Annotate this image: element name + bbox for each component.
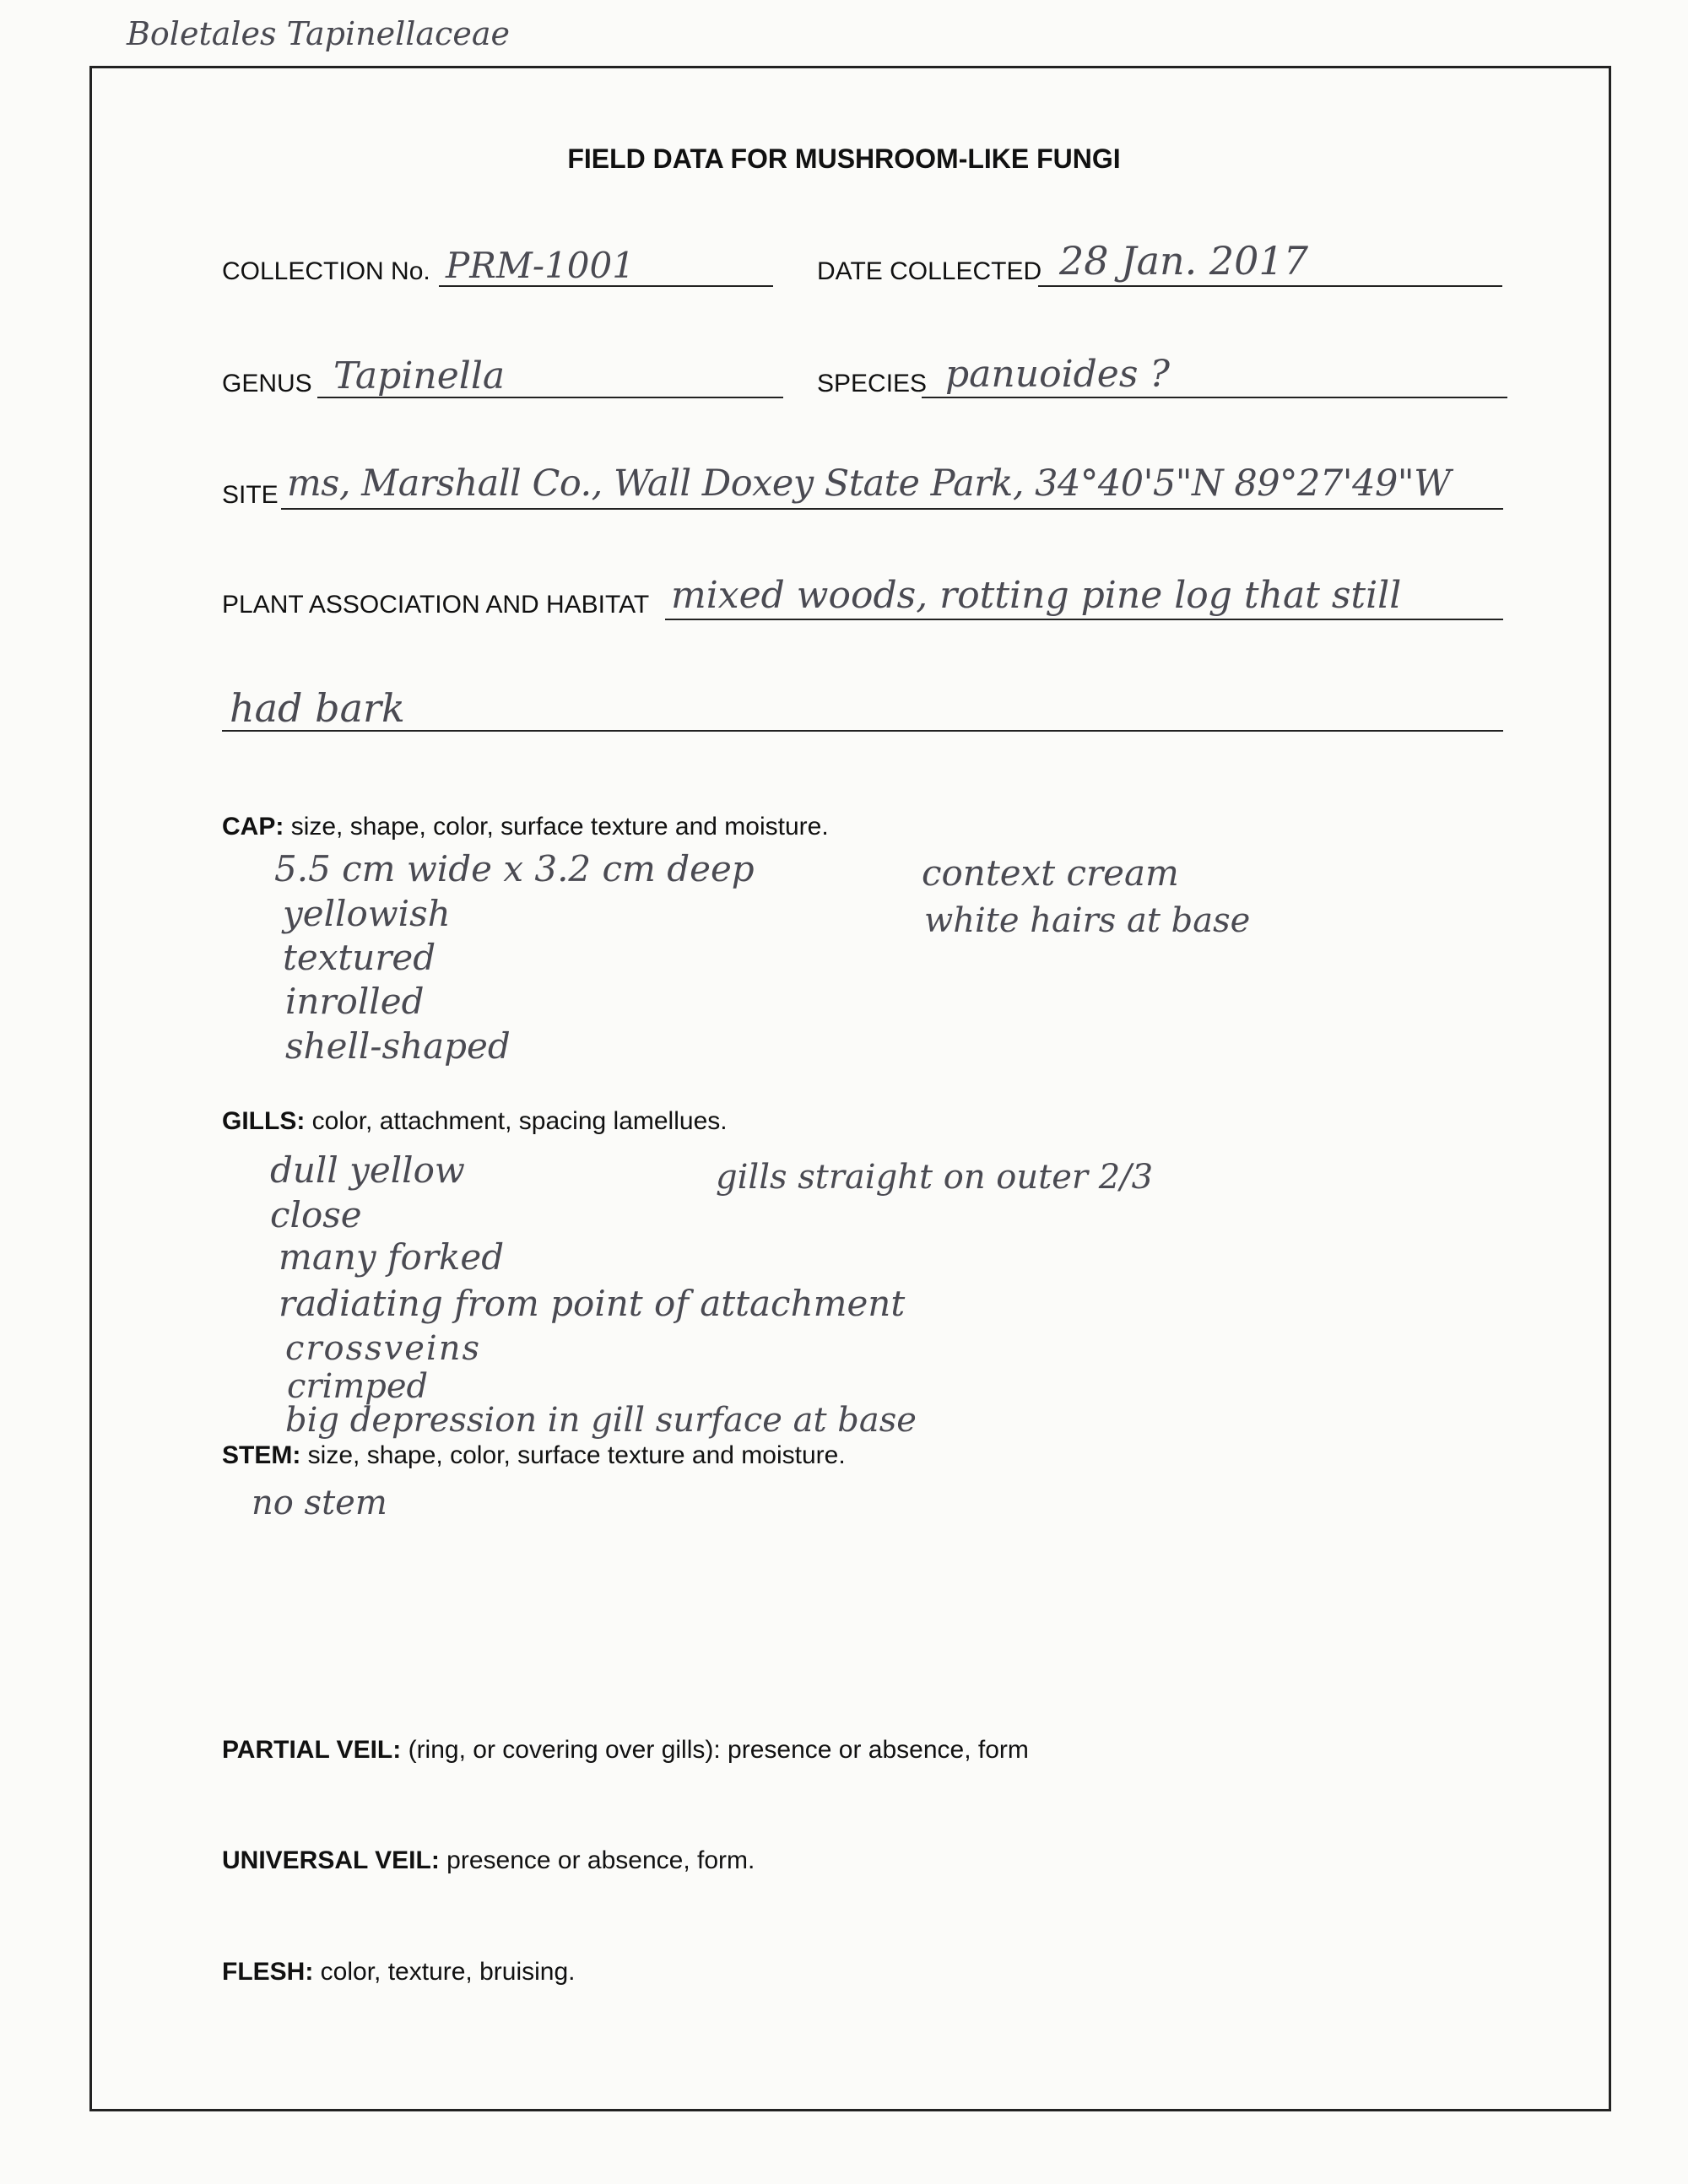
species-line xyxy=(922,397,1507,398)
date-line xyxy=(1038,285,1502,287)
collection-value: PRM-1001 xyxy=(446,245,635,286)
habitat-line-2 xyxy=(222,730,1503,732)
gills-note-3: many forked xyxy=(279,1236,505,1278)
site-label: SITE xyxy=(222,481,279,509)
habitat-value-2: had bark xyxy=(230,685,405,731)
gills-note-2: close xyxy=(270,1194,362,1235)
stem-note-1: no stem xyxy=(252,1484,387,1522)
site-line xyxy=(281,508,1503,510)
cap-note-2: yellowish xyxy=(283,893,451,934)
universal-veil-description: presence or absence, form. xyxy=(446,1846,755,1874)
universal-veil-heading xyxy=(222,1846,755,1875)
universal-veil-heading-label: UNIVERSAL VEIL: xyxy=(222,1846,440,1874)
gills-note-1: dull yellow xyxy=(270,1149,465,1191)
cap-heading-label: CAP: xyxy=(222,813,284,841)
flesh-description: color, texture, bruising. xyxy=(320,1958,576,1986)
cap-note-5: shell-shaped xyxy=(285,1025,511,1067)
species-label: SPECIES xyxy=(817,370,928,397)
form-title: FIELD DATA FOR MUSHROOM-LIKE FUNGI xyxy=(567,143,1121,174)
habitat-line-1 xyxy=(665,619,1503,620)
gills-note-7: big depression in gill surface at base xyxy=(285,1401,917,1440)
partial-veil-description: (ring, or covering over gills): presence or absence, form xyxy=(408,1736,1029,1764)
partial-veil-heading-label: PARTIAL VEIL: xyxy=(222,1736,402,1764)
stem-description: size, shape, color, surface texture and moisture. xyxy=(307,1441,846,1469)
gills-note-right-1: gills straight on outer 2/3 xyxy=(716,1158,1154,1197)
cap-note-right-2: white hairs at base xyxy=(924,901,1251,940)
collection-label: COLLECTION No. xyxy=(222,257,430,285)
date-value: 28 Jan. 2017 xyxy=(1059,238,1308,284)
partial-veil-heading xyxy=(222,1736,1029,1765)
gills-heading xyxy=(222,1107,728,1136)
genus-label: GENUS xyxy=(222,370,312,397)
flesh-heading xyxy=(222,1958,576,1987)
cap-note-right-1: context cream xyxy=(922,852,1179,894)
gills-note-4: radiating from point of attachment xyxy=(279,1283,906,1324)
cap-description: size, shape, color, surface texture and moisture. xyxy=(290,813,829,841)
cap-note-1: 5.5 cm wide x 3.2 cm deep xyxy=(274,848,755,889)
cap-heading xyxy=(222,813,829,841)
genus-value: Tapinella xyxy=(333,354,506,397)
site-value: ms, Marshall Co., Wall Doxey State Park, 34°40'5"N 89°27'49"W xyxy=(287,462,1451,505)
gills-note-5: crossveins xyxy=(285,1329,482,1368)
species-value: panuoides ? xyxy=(945,353,1170,396)
header-note: Boletales Tapinellaceae xyxy=(127,15,510,52)
habitat-value-1: mixed woods, rotting pine log that still xyxy=(671,574,1402,617)
gills-note-6: crimped xyxy=(287,1367,429,1406)
cap-note-3: textured xyxy=(283,937,436,978)
date-label: DATE COLLECTED xyxy=(817,257,1042,285)
flesh-heading-label: FLESH: xyxy=(222,1958,314,1986)
stem-heading xyxy=(222,1441,846,1470)
habitat-label: PLANT ASSOCIATION AND HABITAT xyxy=(222,591,650,619)
gills-description: color, attachment, spacing lamellues. xyxy=(311,1107,728,1135)
stem-heading-label: STEM: xyxy=(222,1441,301,1469)
cap-note-4: inrolled xyxy=(285,981,425,1022)
gills-heading-label: GILLS: xyxy=(222,1107,306,1135)
